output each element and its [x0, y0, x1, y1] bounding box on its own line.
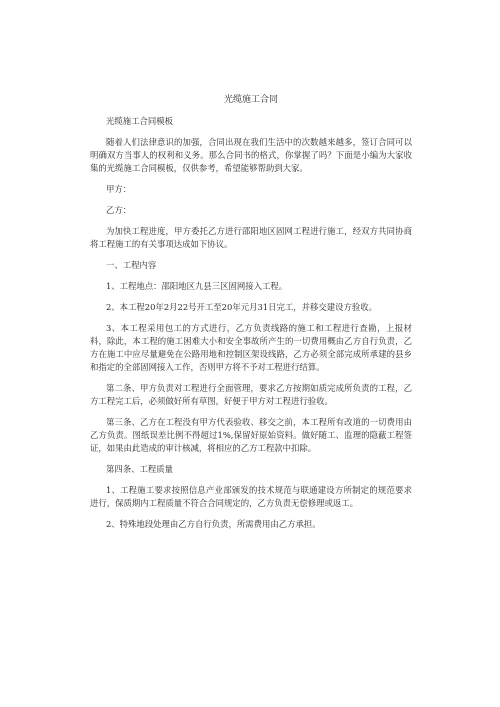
article-3-acceptance: 第三条、乙方在工程没有甲方代表验收、移交之前，本工程所有改道的一切费用由乙方负责。图纸误差比例不得超过1%,保留好原始资料。做好随工、监理的隐蔽工程签证，如果由此造成的审计核减，将相应的乙方工程款中扣除。 [90, 417, 412, 453]
section-heading-quality: 第四条、工程质量 [105, 464, 173, 474]
quality-clause-1: 1、工程施工要求按照信息产业部颁发的技术规范与联通建设方所制定的规范要求进行，保质期内工程质量不符合合同规定的，乙方负责无偿修理或返工。 [90, 485, 412, 508]
document-page [90, 94, 412, 539]
clause-3-contracting: 3、本工程采用包工的方式进行，乙方负责线路的施工和工程进行查勘，上报材料，除此，本工程的施工困难大小和安全事故所产生的一切费用概由乙方自行负责，乙方在施工中应尽量避免在公路用地和控制区架设线路，乙方必须全部完成所承建的县乡和指定的全部固网接入工作，否则甲方将不予对工程进行结算。 [90, 323, 412, 372]
quality-clause-2: 2、特殊地段处理由乙方自行负责，所需费用由乙方承担。 [105, 519, 321, 529]
party-b-line: 乙方： [105, 205, 132, 215]
section-heading-work-content: 一、工程内容 [105, 260, 157, 270]
subtitle-paragraph: 光缆施工合同模板 [105, 116, 173, 126]
document-title: 光缆施工合同 [223, 95, 278, 105]
party-a-line: 甲方： [105, 184, 132, 194]
article-2-management: 第二条、甲方负责对工程进行全面管理，要求乙方按期如质完成所负责的工程，乙方工程完工后，必须做好所有草图，好便于甲方对工程进行验收。 [90, 383, 412, 406]
clause-1-location: 1、工程地点：邵阳地区九县三区固网接入工程。 [105, 281, 288, 291]
agreement-paragraph: 为加快工程进度，甲方委托乙方进行邵阳地区固网工程进行施工，经双方共同协商将工程施工的有关事项达成如下协议。 [90, 226, 412, 249]
intro-paragraph: 随着人们法律意识的加强，合同出现在我们生活中的次数越来越多，签订合同可以明确双方当事人的权利和义务。那么合同书的格式，你掌握了吗？下面是小编为大家收集的光缆施工合同模板，仅供参考，希望能够帮助到大家。 [90, 137, 412, 173]
clause-2-schedule: 2、本工程20年2月22号开工至20年元月31日完工，并移交建设方验收。 [105, 302, 377, 312]
